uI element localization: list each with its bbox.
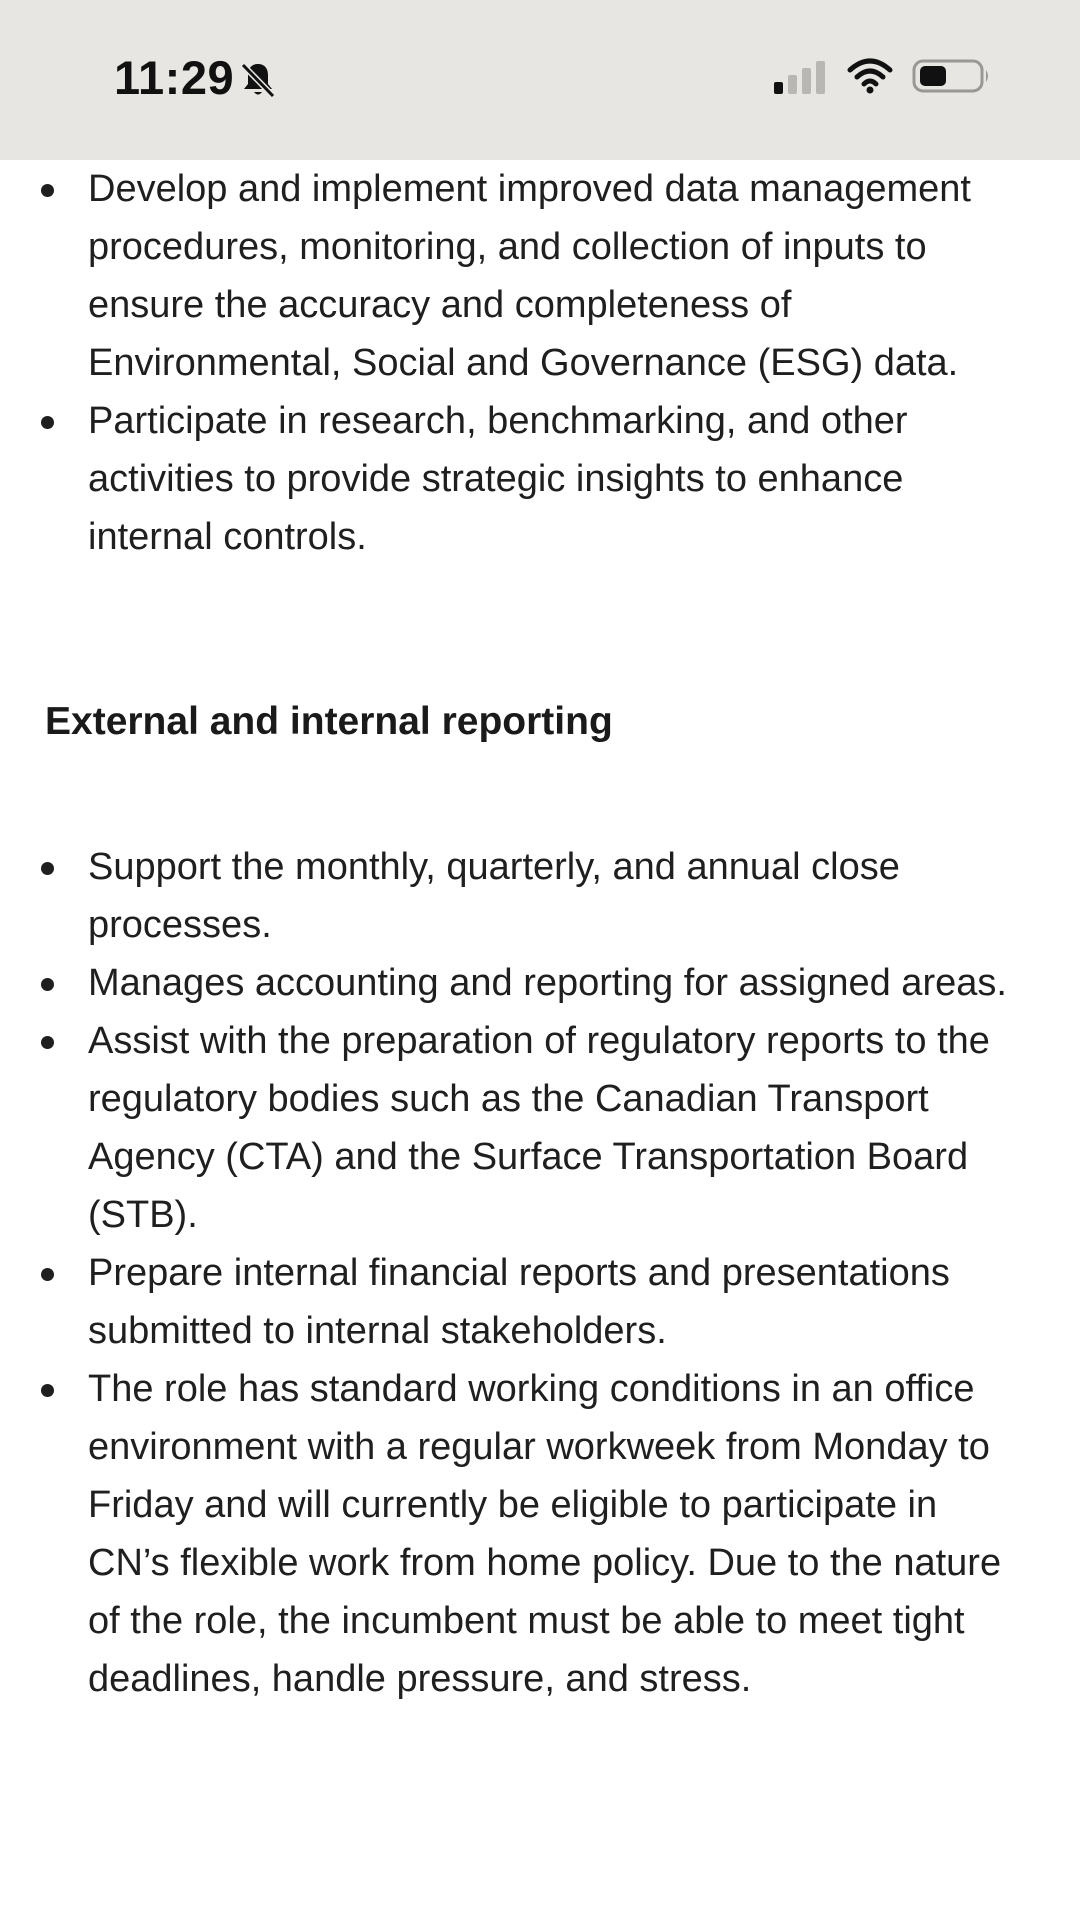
reporting-list <box>0 838 1080 1708</box>
job-description-content[interactable] <box>0 160 1080 1919</box>
list-item: Prepare internal financial reports and presentations submitted to internal stakeholders. <box>0 1244 1080 1360</box>
status-bar <box>0 0 1080 160</box>
list-item: Support the monthly, quarterly, and annual close processes. <box>0 838 1080 954</box>
status-time: 11:29 <box>114 51 235 104</box>
list-item: Assist with the preparation of regulatory reports to the regulatory bodies such as the Canadian Transport Agency (CTA) and the Surface Transportation Board (STB). <box>0 1012 1080 1244</box>
cellular-signal-icon <box>772 58 828 98</box>
wifi-icon <box>846 56 894 96</box>
list-item: The role has standard working conditions in an office environment with a regular workweek from Monday to Friday and will currently be eligible to participate in CN’s flexible work from home policy. Due to the nature of the role, the incumbent must be able to meet tight deadlines, handle pressure, and stress. <box>0 1360 1080 1708</box>
list-item: Participate in research, benchmarking, and other activities to provide strategic insights to enhance internal controls. <box>0 392 1080 566</box>
list-item: Develop and implement improved data management procedures, monitoring, and collection of inputs to ensure the accuracy and completeness of Environmental, Social and Governance (ESG) data. <box>0 160 1080 392</box>
bell-slash-icon <box>238 60 278 100</box>
battery-icon <box>912 56 992 96</box>
responsibilities-list <box>0 160 1080 566</box>
list-item: Manages accounting and reporting for assigned areas. <box>0 954 1080 1012</box>
section-heading: External and internal reporting <box>45 700 613 743</box>
